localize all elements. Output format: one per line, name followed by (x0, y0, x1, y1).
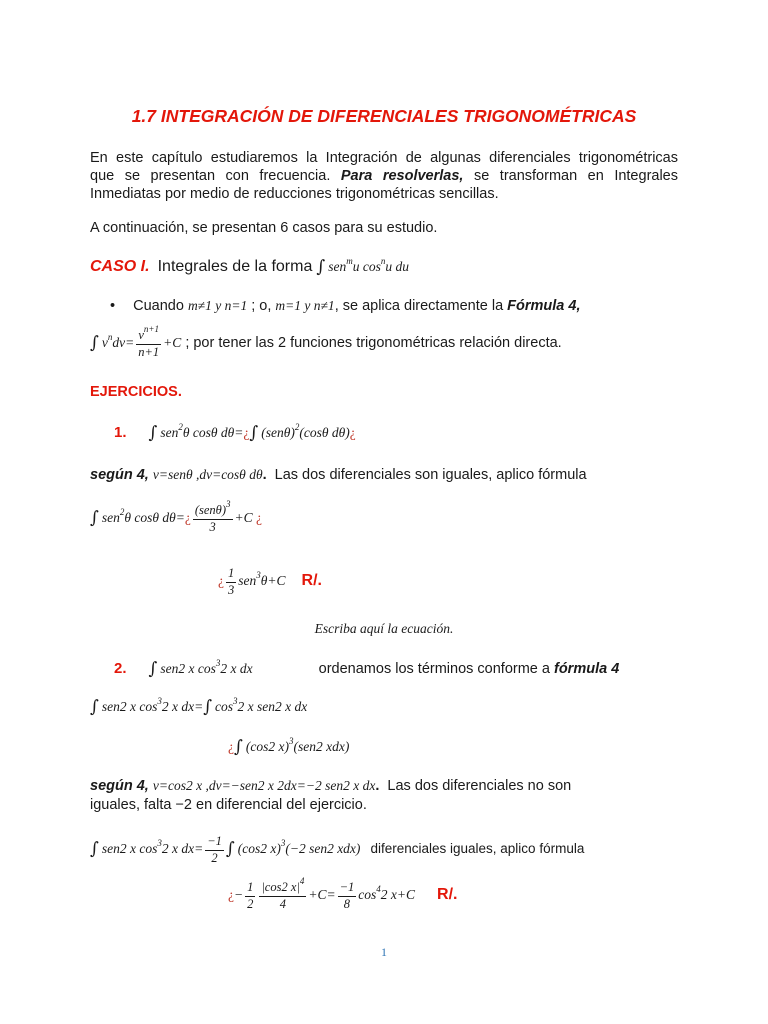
intro-text: se transforman en Integrales (473, 168, 678, 184)
substitution-label: según 4, (90, 778, 149, 794)
intro-line-2 (90, 168, 678, 185)
exercise-1-statement (114, 422, 356, 442)
substitution-text: Las dos diferenciales no son (387, 778, 572, 794)
power-rule-text: ; por tener las 2 funciones trigonométricas relación directa. (185, 335, 562, 352)
exercise-2-substitution: según 4, v=cos2 x ,dv=−sen2 x 2dx=−2 sen2 x dx. Las dos diferenciales no son (90, 778, 572, 794)
bullet-text: , se aplica directamente la (334, 298, 504, 314)
exercise-1-math: ∫ sen$^2$θ cosθ dθ=¿∫ $(sen\theta)^2(\cos\theta$ dθ)¿ (148, 422, 356, 443)
answer-mark: R/. (437, 886, 458, 904)
exercise-1-substitution: según 4, v=senθ ,dv=cosθ dθ. Las dos diferenciales son iguales, aplico fórmula (90, 467, 587, 483)
step-note: diferenciales iguales, aplico fórmula (370, 841, 585, 857)
exercise-number: 1. (114, 424, 127, 441)
cases-intro: A continuación, se presentan 6 casos para su estudio. (90, 220, 438, 236)
page-number: 1 (381, 945, 387, 959)
exercise-2-reorder (90, 696, 307, 716)
caso-integral-formula: ∫ sen$^m$u $\cos^nu$ du (316, 256, 409, 277)
exercise-number: 2. (114, 660, 127, 677)
bullet-text: ; o, (251, 298, 272, 314)
power-rule-line (90, 324, 562, 360)
condition-math: m=1 y n≠1 (275, 298, 335, 313)
power-rule-formula: ∫ $v^ndv=$ $\frac{v^{n+1}}{n+1}$ +C (90, 324, 182, 359)
exercise-2-step-math: ∫ sen2 x $\cos^32$ x dx= $\frac{-1}{2}$ ∫ (cos2 x)$^3$(−2 sen2 xdx) (90, 834, 361, 865)
condition-math: m≠1 y n=1 (187, 298, 248, 313)
exercise-2-result (228, 876, 458, 912)
caso-1-line (90, 256, 409, 276)
caso-label: CASO I. (90, 258, 150, 275)
exercise-2-reorder-math: ∫ sen2 x $\cos^32$ x dx=∫ $\cos^32$ x sen2 x dx (90, 696, 308, 717)
intro-line-1: En este capítulo estudiaremos la Integración de algunas diferenciales trigonométricas (90, 150, 678, 166)
exercise-2-math: ∫ sen2 x $\cos^32$ x dx (148, 658, 253, 679)
bullet-dot: • (110, 298, 116, 314)
exercise-1-result (218, 566, 322, 598)
exercise-2-substitution-line-2: iguales, falta −2 en diferencial del ejercicio. (90, 797, 367, 813)
caso-text: Integrales de la forma (157, 258, 313, 275)
exercise-2-step (90, 834, 584, 866)
substitution-math: v=cos2 x ,dv=−sen2 x 2dx=−2 sen2 x dx (152, 778, 376, 793)
substitution-label: según 4, (90, 467, 149, 483)
order-text: ordenamos los términos conforme a (318, 661, 550, 677)
bullet-condition (110, 298, 581, 315)
answer-mark: R/. (301, 572, 322, 590)
substitution-text: Las dos diferenciales son iguales, aplico fórmula (274, 467, 587, 483)
formula-reference: Fórmula 4, (507, 298, 581, 314)
equation-placeholder: Escriba aquí la ecuación. (314, 621, 454, 636)
exercise-1-result-math: ¿ $\frac{1}{3}$ sen$^3$θ+C (218, 566, 286, 597)
intro-line-3: Inmediatas por medio de reducciones trigonométricas sencillas. (90, 186, 499, 202)
exercise-1-step-math: ∫ sen$^2$θ cosθ dθ=¿ $\frac{(sen\theta)^3}{3}$ +C ¿ (90, 499, 262, 534)
exercises-heading: EJERCICIOS. (90, 384, 182, 400)
substitution-math: v=senθ ,dv=cosθ dθ (152, 467, 263, 482)
formula-reference: fórmula 4 (554, 661, 620, 677)
exercise-2-grouped-math: ¿∫ (cos2 x)$^3$(sen2 xdx) (228, 736, 350, 757)
exercise-2-grouped (228, 736, 349, 756)
exercise-1-step (90, 499, 262, 535)
bullet-text: Cuando (133, 298, 184, 314)
exercise-2-result-math: ¿− $\frac{1}{2}$ $\frac{|\cos 2 x|^4}{4}$ +C= $\frac{-1}{8}$ $\cos^42$ x+C (228, 876, 415, 911)
intro-emphasis: Para resolverlas, (340, 168, 464, 184)
page-title: 1.7 INTEGRACIÓN DE DIFERENCIALES TRIGONOMÉTRICAS (131, 106, 637, 126)
exercise-2-statement (114, 658, 619, 678)
intro-text: que se presentan con frecuencia. (90, 168, 331, 184)
